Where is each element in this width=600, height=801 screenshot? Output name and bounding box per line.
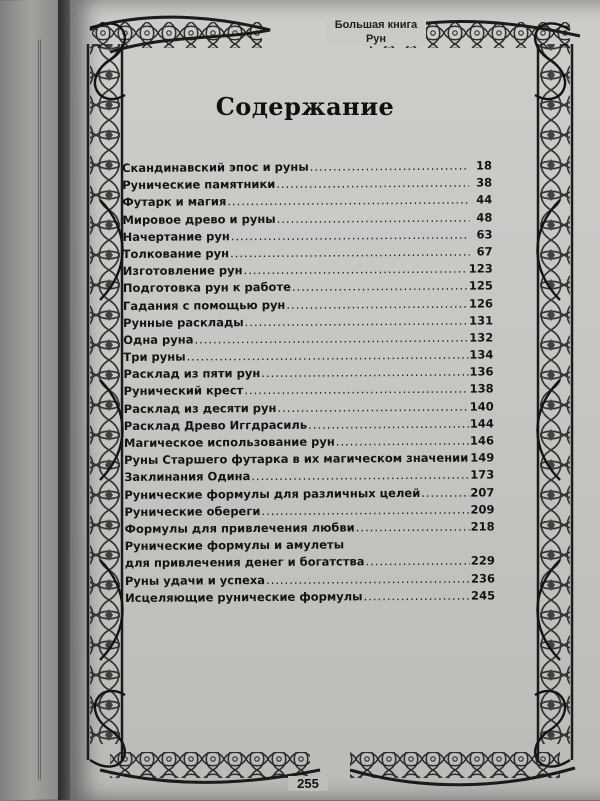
toc-entry-page: 245	[471, 587, 495, 604]
running-head-line-1: Большая книга	[326, 18, 426, 32]
toc-entry-page: 209	[470, 501, 494, 518]
toc-entry-page: 125	[469, 278, 493, 295]
toc-leader-dots	[244, 381, 468, 400]
toc-leader-dots	[310, 158, 469, 176]
toc-entry-page: 138	[470, 381, 494, 398]
toc-leader-dots	[308, 415, 469, 433]
toc-entry-page: 126	[469, 295, 493, 312]
toc-entry-title: Расклад Древо Иггдрасиль	[124, 417, 307, 435]
toc-entry-page: 67	[471, 243, 493, 260]
toc-leader-dots	[276, 175, 469, 194]
toc-entry-title: Гадания с помощью рун	[123, 296, 285, 314]
toc-entry-title: Рунические формулы и амулеты	[125, 537, 345, 556]
toc-entry-title: Заклинания Одина	[124, 468, 250, 486]
toc-entry-page: 146	[470, 432, 494, 449]
toc-leader-dots	[227, 192, 469, 211]
page-number: 255	[288, 776, 328, 791]
toc-entry-title: Мировое древо и руны	[122, 210, 275, 228]
toc-leader-dots	[261, 364, 468, 383]
toc-entry-title: Рунические формулы для различных целей	[124, 484, 420, 503]
toc-entry-title: Толкование рун	[123, 245, 230, 263]
toc-leader-dots	[356, 519, 470, 537]
toc-leader-dots	[363, 587, 470, 605]
toc-entry-page: 134	[469, 346, 493, 363]
toc-leader-dots	[365, 553, 469, 571]
toc-entry-page: 63	[470, 226, 492, 243]
toc-entry-page: 173	[470, 467, 494, 484]
toc-entry-title: Скандинавский эпос и руны	[122, 159, 309, 178]
toc-entry	[125, 587, 495, 607]
toc-entry-title: Футарк и магия	[122, 194, 226, 212]
toc-leader-dots	[245, 312, 469, 331]
toc-leader-dots	[421, 484, 469, 502]
facing-page-border	[2, 40, 41, 781]
toc-entry-page: 18	[470, 157, 492, 174]
toc-entry-title: Подготовка рун к работе	[123, 279, 291, 297]
toc-leader-dots	[231, 226, 470, 245]
toc-entry-title: Рунные расклады	[123, 314, 244, 332]
toc-entry-page: 48	[470, 209, 492, 226]
toc-entry-page: 229	[471, 553, 495, 570]
toc-entry-title: Магическое использование рун	[124, 434, 335, 453]
toc-leader-dots	[194, 329, 468, 348]
toc-entry-page: 132	[469, 329, 493, 346]
toc-leader-dots	[277, 209, 470, 228]
toc-entry-page: 38	[470, 175, 492, 192]
toc-entry-page: 123	[469, 261, 493, 278]
toc-leader-dots	[286, 295, 468, 313]
facing-page-edge	[0, 0, 60, 801]
toc-leader-dots	[345, 548, 472, 549]
toc-entry-title: Руны удачи и успеха	[125, 572, 265, 590]
running-head-line-2: Рун	[326, 32, 426, 46]
toc-entry-title: Одна руна	[123, 331, 193, 349]
table-of-contents	[122, 157, 495, 606]
toc-leader-dots	[251, 467, 469, 486]
toc-entry-title: Формулы для привлечения любви	[125, 519, 355, 538]
toc-entry-page: 236	[471, 570, 495, 587]
toc-leader-dots	[266, 570, 470, 589]
toc-entry-title: Начертание рун	[122, 228, 229, 246]
toc-leader-dots	[261, 501, 469, 520]
toc-entry-page: 144	[470, 415, 494, 432]
toc-entry-title: Рунические обереги	[124, 503, 260, 521]
page-title: Содержание	[180, 92, 430, 121]
toc-leader-dots	[277, 398, 468, 417]
toc-entry-title: Рунический крест	[124, 383, 244, 401]
toc-leader-dots	[292, 278, 468, 296]
toc-entry-page: 44	[470, 192, 492, 209]
toc-entry	[125, 518, 495, 538]
toc-entry-title: Исцеляющие рунические формулы	[125, 588, 363, 607]
toc-entry-page: 149	[470, 450, 494, 467]
toc-leader-dots	[336, 433, 469, 451]
toc-entry-page: 218	[470, 518, 494, 535]
running-head	[326, 18, 426, 46]
toc-leader-dots	[187, 347, 469, 366]
toc-leader-dots	[230, 244, 470, 263]
toc-entry-title: Расклад из десяти рун	[124, 400, 277, 418]
toc-leader-dots	[243, 261, 467, 280]
toc-entry-title: Изготовление рун	[123, 262, 243, 280]
toc-entry-title: Рунические памятники	[122, 176, 275, 194]
toc-entry-title: Расклад из пяти рун	[123, 365, 260, 383]
toc-entry-title: Руны Старшего футарка в их магическом значении	[124, 450, 468, 470]
toc-entry-page: 207	[470, 484, 494, 501]
toc-entry-page: 136	[469, 364, 493, 381]
toc-entry-page: 131	[469, 312, 493, 329]
toc-entry-title: Три руны	[123, 349, 185, 367]
toc-entry-page: 140	[470, 398, 494, 415]
toc-entry-title: для привлечения денег и богатства	[125, 554, 365, 573]
